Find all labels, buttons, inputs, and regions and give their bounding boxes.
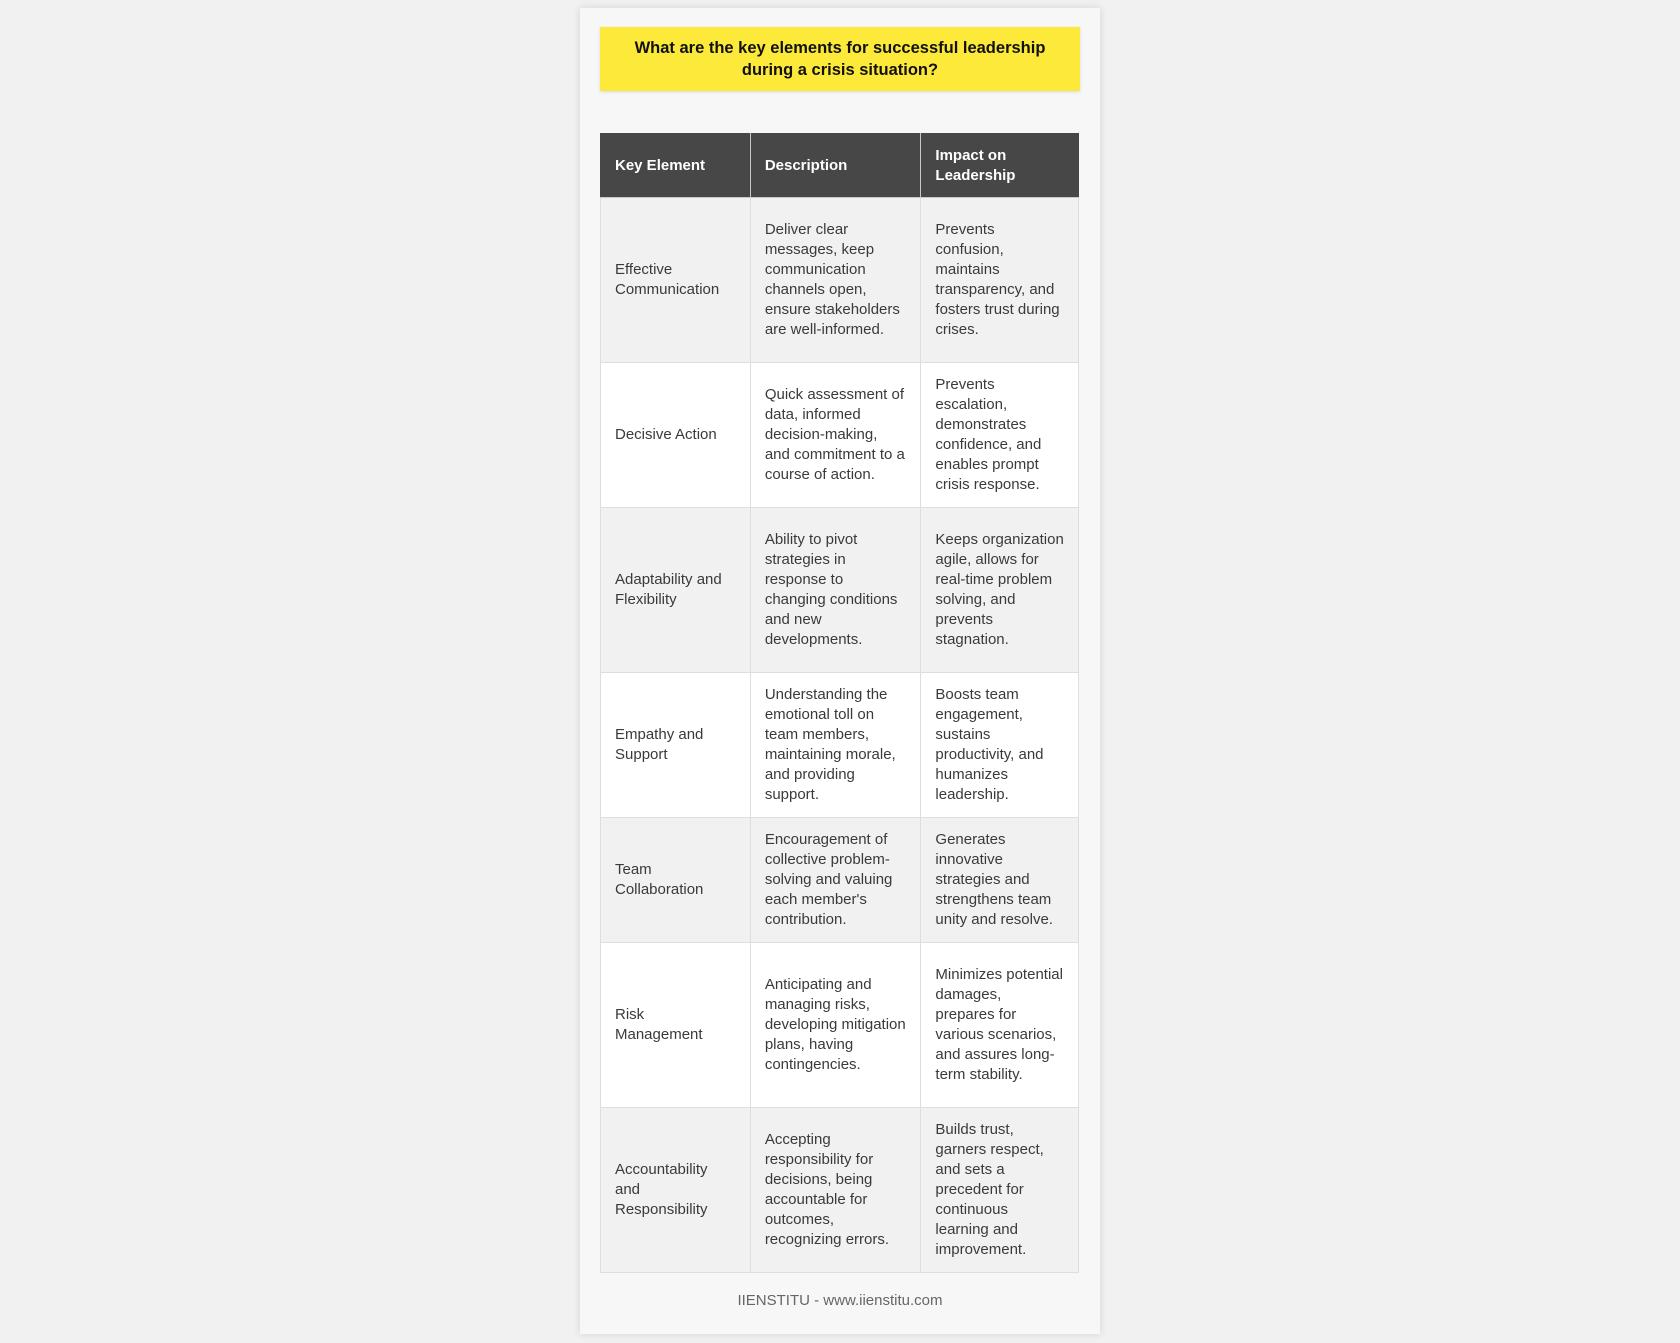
table-row — [601, 818, 1079, 943]
table-header-row — [601, 134, 1079, 198]
description-cell: Ability to pivot strategies in response to changing conditions and new developments. — [750, 508, 921, 673]
column-header-impact: Impact on Leadership — [921, 134, 1079, 198]
title-banner — [600, 27, 1080, 91]
column-header-key-element: Key Element — [601, 134, 751, 198]
impact-cell: Keeps organization agile, allows for real-time problem solving, and prevents stagnation. — [921, 508, 1079, 673]
impact-cell: Generates innovative strategies and strengthens team unity and resolve. — [921, 818, 1079, 943]
table-row — [601, 943, 1079, 1108]
table-row — [601, 363, 1079, 508]
key-elements-table — [600, 133, 1079, 1273]
key-element-cell: Adaptability and Flexibility — [601, 508, 751, 673]
table-row — [601, 1108, 1079, 1273]
key-element-cell: Team Collaboration — [601, 818, 751, 943]
column-header-description: Description — [750, 134, 921, 198]
description-cell: Anticipating and managing risks, developing mitigation plans, having contingencies. — [750, 943, 921, 1108]
key-element-cell: Risk Management — [601, 943, 751, 1108]
key-element-cell: Decisive Action — [601, 363, 751, 508]
footer-attribution: IIENSTITU - www.iienstitu.com — [737, 1292, 943, 1309]
description-cell: Encouragement of collective problem-solving and valuing each member's contribution. — [750, 818, 921, 943]
impact-cell: Builds trust, garners respect, and sets a precedent for continuous learning and improvement. — [921, 1108, 1079, 1273]
table-row — [601, 508, 1079, 673]
impact-cell: Prevents escalation, demonstrates confidence, and enables prompt crisis response. — [921, 363, 1079, 508]
key-element-cell: Accountability and Responsibility — [601, 1108, 751, 1273]
content-card — [580, 8, 1100, 1334]
description-cell: Deliver clear messages, keep communication channels open, ensure stakeholders are well-informed. — [750, 198, 921, 363]
description-cell: Accepting responsibility for decisions, being accountable for outcomes, recognizing errors. — [750, 1108, 921, 1273]
impact-cell: Prevents confusion, maintains transparency, and fosters trust during crises. — [921, 198, 1079, 363]
page-title: What are the key elements for successful leadership during a crisis situation? — [634, 39, 1046, 79]
impact-cell: Boosts team engagement, sustains productivity, and humanizes leadership. — [921, 673, 1079, 818]
key-element-cell: Effective Communication — [601, 198, 751, 363]
table-row — [601, 198, 1079, 363]
impact-cell: Minimizes potential damages, prepares for various scenarios, and assures long-term stability. — [921, 943, 1079, 1108]
description-cell: Quick assessment of data, informed decision-making, and commitment to a course of action. — [750, 363, 921, 508]
description-cell: Understanding the emotional toll on team members, maintaining morale, and providing support. — [750, 673, 921, 818]
table-row — [601, 673, 1079, 818]
key-element-cell: Empathy and Support — [601, 673, 751, 818]
